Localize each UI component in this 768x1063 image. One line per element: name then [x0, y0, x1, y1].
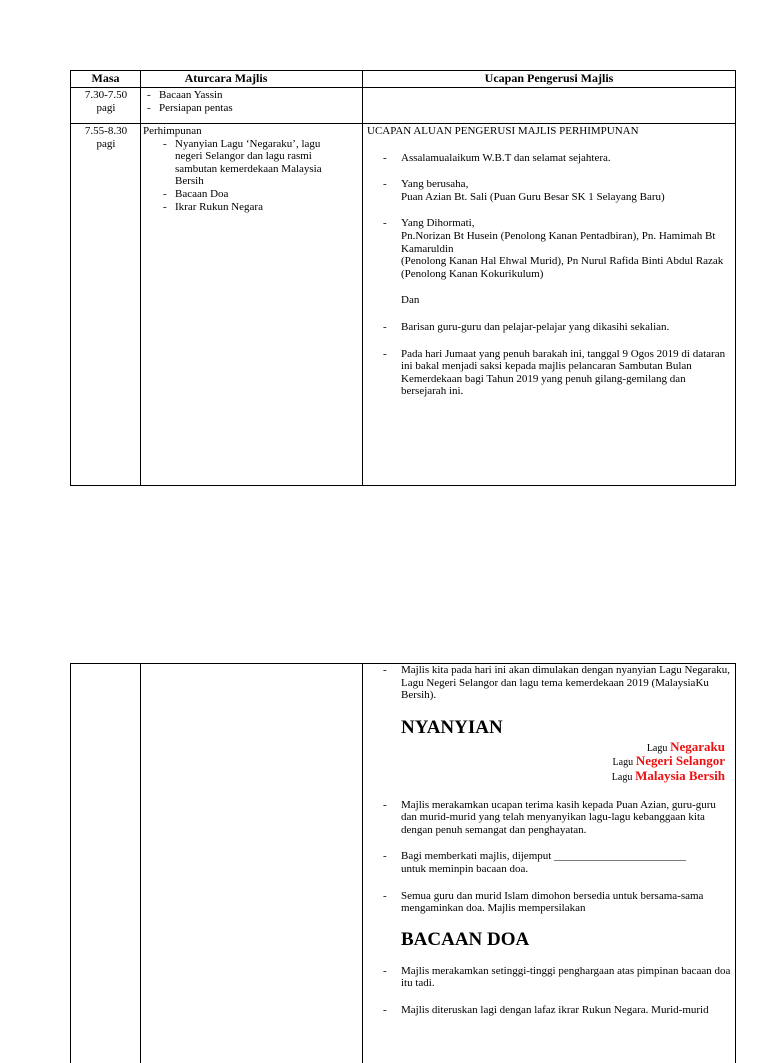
song-line: Lagu Malaysia Bersih — [611, 767, 725, 783]
continuation-table — [70, 663, 736, 1063]
header-aturcara: Aturcara Majlis — [184, 71, 268, 85]
list-item: - Bacaan Doa — [159, 188, 358, 201]
row-divider — [71, 123, 735, 124]
speech-paragraph: - Majlis merakamkan ucapan terima kasih kepada Puan Azian, guru-guru dan murid-murid yang telah menyanyikan lagu-lagu kebanggaan kita dengan penuh semangat dan penghayatan. — [383, 798, 716, 836]
song-line: Lagu Negeri Selangor — [612, 753, 725, 769]
speech-paragraph: - Majlis diteruskan lagi dengan lafaz ikrar Rukun Negara. Murid-murid — [383, 1003, 709, 1016]
program-intro: Perhimpunan — [143, 125, 202, 137]
column-divider — [362, 71, 363, 485]
song-negaraku: Negaraku — [670, 738, 725, 754]
speech-paragraph: - Yang Dihormati, Pn.Norizan Bt Husein (Penolong Kanan Pentadbiran), Pn. Hamimah Bt Kamaruldin (Penolong Kanan Hal Ehwal Murid), Pn Nurul Rafida Binti Abdul Razak (Penolong Kanan Kokurikulum) — [383, 217, 724, 280]
speech-paragraph: - Majlis merakamkan setinggi-tinggi penghargaan atas pimpinan bacaan doa itu tadi. — [383, 964, 731, 990]
program-cell — [143, 125, 358, 213]
column-divider — [140, 71, 141, 485]
song-line: Lagu Negaraku — [646, 738, 725, 754]
speech-cell — [367, 125, 731, 398]
header-ucapan: Ucapan Pengerusi Majlis — [484, 71, 614, 85]
speech-dan: Dan — [401, 294, 420, 307]
speech-paragraph: - Assalamualaikum W.B.T dan selamat sejahtera. — [383, 151, 611, 164]
list-item: - Persiapan pentas — [143, 102, 358, 115]
speech-paragraph: - Barisan guru-guru dan pelajar-pelajar yang dikasihi sekalian. — [383, 320, 670, 333]
list-item: - Bacaan Yassin — [143, 89, 358, 102]
speech-title: UCAPAN ALUAN PENGERUSI MAJLIS PERHIMPUNAN — [367, 125, 639, 137]
list-item: - Nyanyian Lagu ‘Negaraku’, lagu negeri Selangor dan lagu rasmi sambutan kemerdekaan Malaysia Bersih — [159, 138, 335, 188]
list-item: - Ikrar Rukun Negara — [159, 201, 358, 214]
speech-paragraph: - Bagi memberkati majlis, dijemput ________________________ untuk meminpin bacaan doa. — [383, 850, 687, 875]
column-divider — [140, 664, 141, 1063]
speech-paragraph: - Pada hari Jumaat yang penuh barakah ini, tanggal 9 Ogos 2019 di dataran ini bakal menjadi saksi kepada majlis pelancaran Sambutan Bulan Kemerdekaan bagi Tahun 2019 yang penuh gilang-gemilang dan bersejarah ini. — [383, 347, 726, 398]
speech-cell — [367, 664, 731, 1017]
time-cell: 7.30-7.50 pagi — [84, 89, 128, 114]
schedule-table — [70, 70, 736, 486]
song-negeri-selangor: Negeri Selangor — [635, 753, 725, 769]
speech-paragraph: - Yang berusaha, Puan Azian Bt. Sali (Puan Guru Besar SK 1 Selayang Baru) — [383, 178, 665, 203]
header-masa: Masa — [91, 71, 120, 85]
program-list — [143, 89, 358, 114]
speech-paragraph: - Majlis kita pada hari ini akan dimulakan dengan nyanyian Lagu Negaraku, Lagu Negeri Selangor dan lagu tema kemerdekaan 2019 (MalaysiaKu Bersih). — [383, 664, 730, 702]
song-list — [367, 738, 731, 785]
program-list — [143, 138, 358, 214]
row-divider — [71, 87, 735, 88]
heading-nyanyian: NYANYIAN — [401, 716, 503, 738]
column-divider — [362, 664, 363, 1063]
heading-bacaan-doa: BACAAN DOA — [401, 928, 530, 950]
time-cell: 7.55-8.30 pagi — [84, 125, 128, 150]
speech-paragraph: - Semua guru dan murid Islam dimohon bersedia untuk bersama-sama mengaminkan doa. Majlis mempersilakan — [383, 889, 704, 915]
song-malaysia-bersih: Malaysia Bersih — [635, 767, 725, 783]
